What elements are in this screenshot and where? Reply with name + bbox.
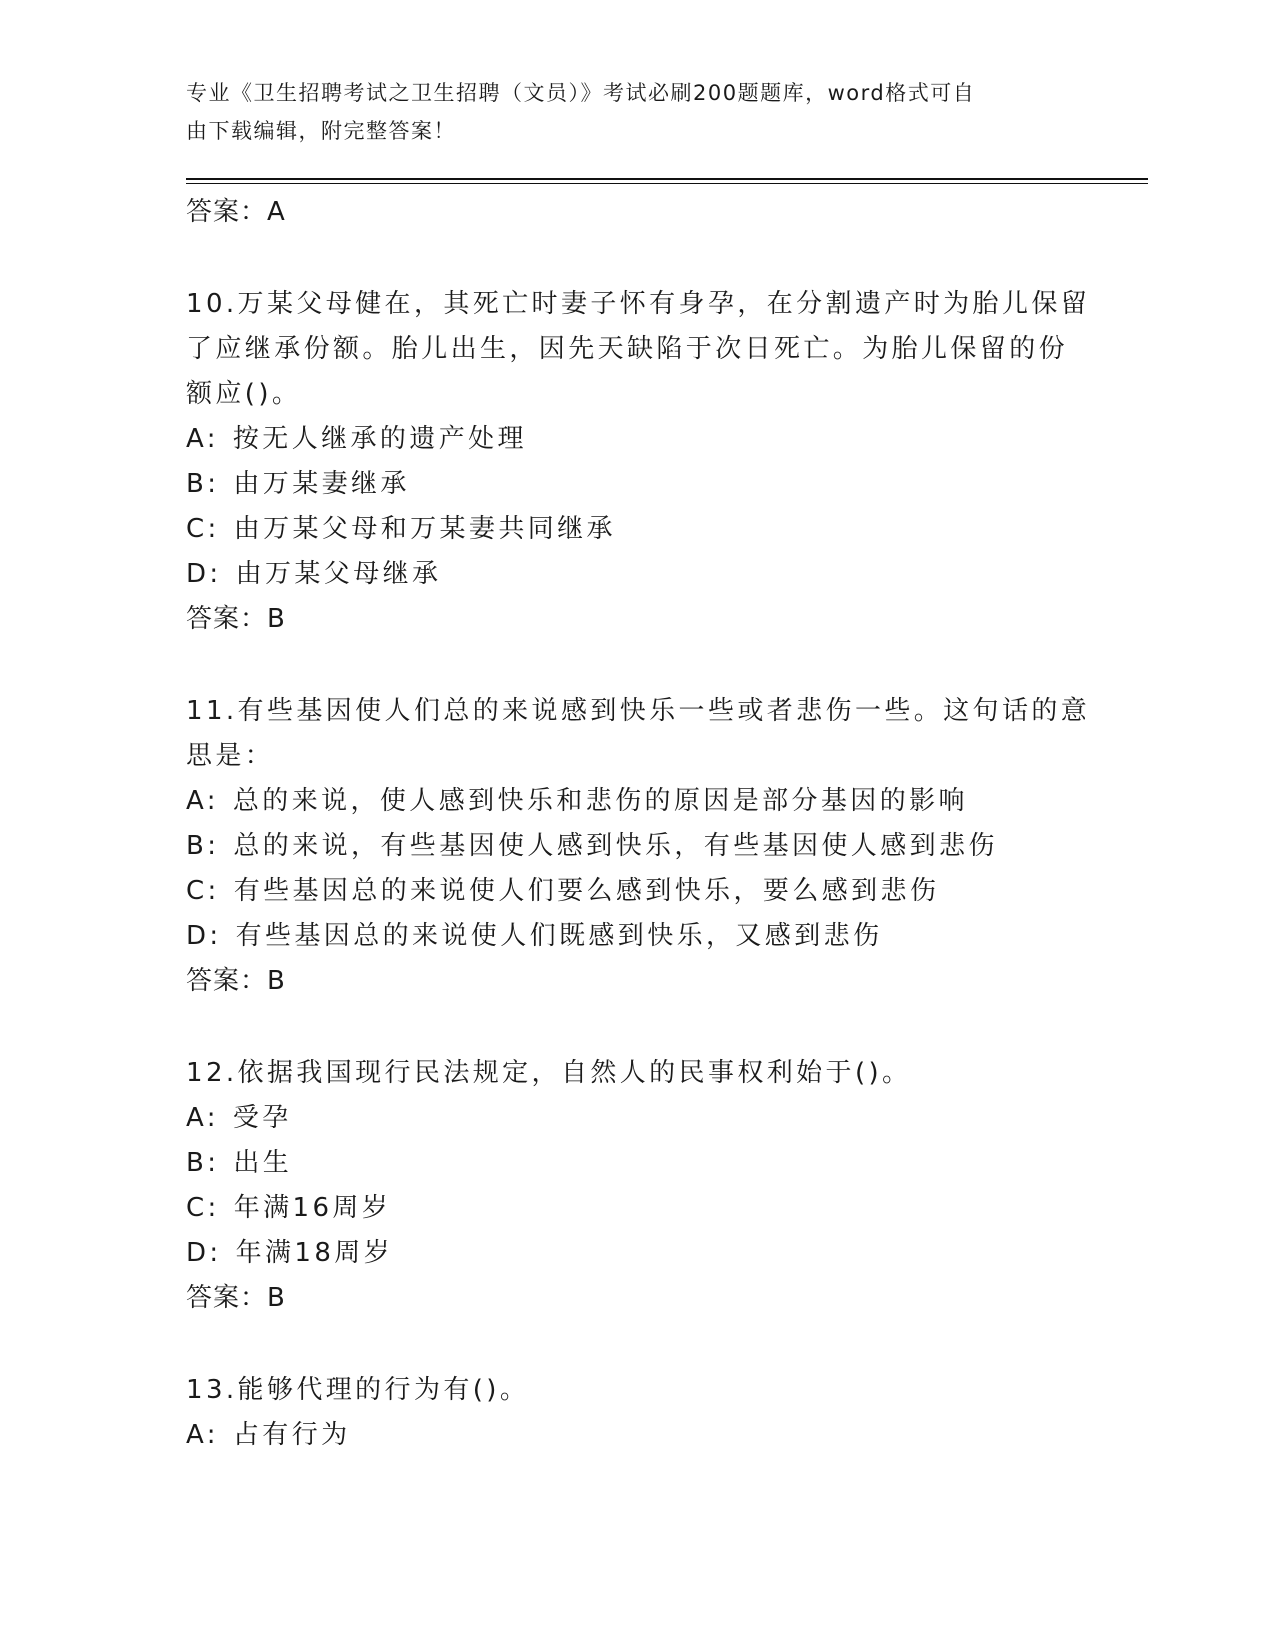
- question-block: [186, 1368, 1086, 1458]
- option-key: D:: [186, 559, 222, 589]
- answer-label: 答案：B: [186, 966, 286, 996]
- option-key: C:: [186, 1193, 220, 1223]
- header-line-2: 由下载编辑，附完整答案！: [186, 119, 456, 143]
- question-text-line: 13.能够代理的行为有()。: [186, 1375, 530, 1405]
- option-text: 年满18周岁: [235, 1238, 394, 1268]
- option-c: [186, 1186, 1086, 1231]
- option-a: [186, 417, 1086, 462]
- question-list: [186, 190, 1091, 1458]
- option-text: 有些基因总的来说使人们既感到快乐，又感到悲伤: [235, 921, 883, 951]
- option-key: B:: [186, 831, 220, 861]
- spacer: [186, 1004, 1086, 1051]
- option-a: [186, 779, 1086, 824]
- option-d: [186, 552, 1086, 597]
- question-text-line: 10.万某父母健在，其死亡时妻子怀有身孕，在分割遗产时为胎儿保留: [186, 289, 1091, 319]
- option-key: B:: [186, 1148, 220, 1178]
- option-key: A:: [186, 786, 219, 816]
- question-text-line: 11.有些基因使人们总的来说感到快乐一些或者悲伤一些。这句话的意: [186, 696, 1091, 726]
- option-key: D:: [186, 921, 222, 951]
- option-text: 占有行为: [232, 1420, 351, 1450]
- option-text: 由万某妻继承: [233, 469, 410, 499]
- answer-label: 答案：B: [186, 604, 286, 634]
- header-rule-thin: [186, 183, 1148, 184]
- option-c: [186, 507, 1086, 552]
- answer-label: 答案：B: [186, 1283, 286, 1313]
- question-text-line: 额应()。: [186, 379, 302, 409]
- option-d: [186, 1231, 1086, 1276]
- document-header: [186, 74, 1066, 150]
- option-key: C:: [186, 876, 220, 906]
- option-b: [186, 824, 1086, 869]
- header-rule-thick: [186, 178, 1148, 180]
- option-key: A:: [186, 1103, 219, 1133]
- option-text: 按无人继承的遗产处理: [232, 424, 527, 454]
- option-key: A:: [186, 424, 219, 454]
- option-text: 由万某父母和万某妻共同继承: [233, 514, 616, 544]
- question-block: [186, 689, 1091, 1004]
- question-block: [186, 282, 1091, 642]
- option-text: 总的来说，有些基因使人感到快乐，有些基因使人感到悲伤: [233, 831, 998, 861]
- option-b: [186, 462, 1086, 507]
- question-text-line: 12.依据我国现行民法规定，自然人的民事权利始于()。: [186, 1058, 912, 1088]
- option-text: 由万某父母继承: [235, 559, 442, 589]
- question-text-line: 了应继承份额。胎儿出生，因先天缺陷于次日死亡。为胎儿保留的份: [186, 334, 1069, 364]
- option-text: 总的来说，使人感到快乐和悲伤的原因是部分基因的影响: [232, 786, 968, 816]
- option-a: [186, 1096, 1086, 1141]
- option-text: 出生: [233, 1148, 293, 1178]
- option-text: 受孕: [232, 1103, 292, 1133]
- option-key: D:: [186, 1238, 222, 1268]
- spacer: [186, 1321, 1086, 1368]
- option-c: [186, 869, 1086, 914]
- option-text: 有些基因总的来说使人们要么感到快乐，要么感到悲伤: [233, 876, 940, 906]
- option-key: B:: [186, 469, 220, 499]
- option-text: 年满16周岁: [233, 1193, 392, 1223]
- option-b: [186, 1141, 1086, 1186]
- question-text-line: 思是：: [186, 741, 275, 771]
- option-key: A:: [186, 1420, 219, 1450]
- spacer: [186, 642, 1086, 689]
- option-a: [186, 1413, 1086, 1458]
- option-key: C:: [186, 514, 220, 544]
- answer-label: 答案：A: [186, 197, 286, 227]
- spacer: [186, 235, 1086, 282]
- question-block: [186, 1051, 1086, 1321]
- header-line-1: 专业《卫生招聘考试之卫生招聘（文员）》考试必刷200题题库，word格式可自: [186, 81, 976, 105]
- option-d: [186, 914, 1086, 959]
